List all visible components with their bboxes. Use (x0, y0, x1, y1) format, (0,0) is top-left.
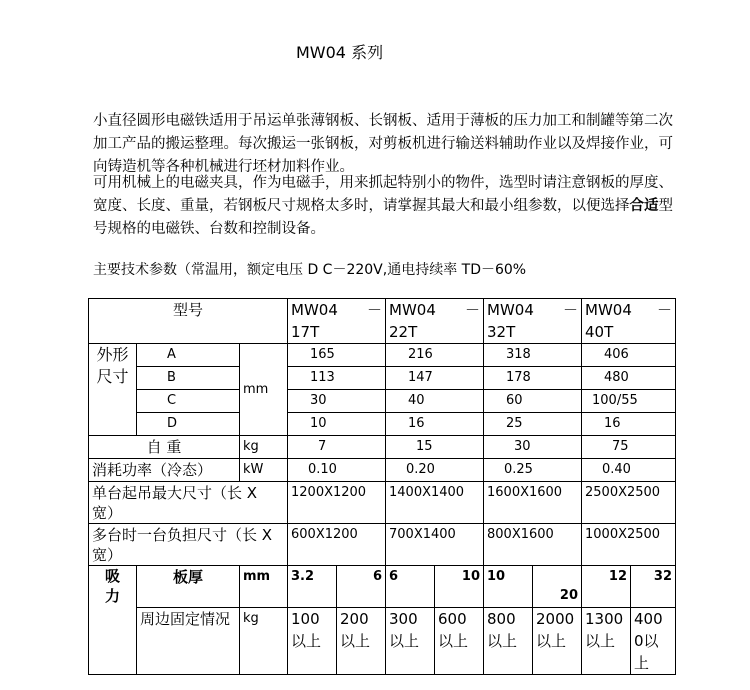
dimension-name: D (137, 413, 240, 436)
dimension-value: 10 (288, 413, 386, 436)
thickness-value: 20 (533, 566, 582, 608)
model-name: MW04 (585, 301, 632, 319)
dimension-label: 外形尺寸 (89, 344, 137, 436)
single-lift-label-line2: 宽） (92, 504, 123, 522)
dimension-value: 40 (386, 390, 484, 413)
model-cell (484, 299, 582, 344)
dimension-value: 165 (288, 344, 386, 367)
thickness-value: 32 (631, 566, 676, 608)
edge-fixed-label: 周边固定情况 (137, 608, 240, 675)
dimension-value: 178 (484, 367, 582, 390)
dimension-row (89, 367, 676, 390)
model-suffix: 40T (585, 323, 614, 341)
selection-text-before: 可用机械上的电磁夹具，作为电磁手，用来抓起特别小的物件，选型时请注意钢板的厚度、宽度、长度、重量，若钢板尺寸规格太多时，请掌握其最大和最小组参数，以便选择 (93, 175, 673, 214)
edge-fixed-row (89, 608, 676, 675)
single-lift-value: 1200X1200 (288, 482, 386, 524)
dimension-name: A (137, 344, 240, 367)
single-lift-label (89, 482, 288, 524)
dimension-value: 16 (582, 413, 676, 436)
power-unit: kW (240, 459, 288, 482)
model-suffix: 17T (291, 323, 320, 341)
edge-fixed-value: 300以上 (386, 608, 435, 675)
selection-paragraph (93, 172, 673, 241)
model-suffix: 32T (487, 323, 516, 341)
model-dash: － (366, 301, 382, 319)
dimension-value: 113 (288, 367, 386, 390)
model-suffix: 22T (389, 323, 418, 341)
dimension-value: 216 (386, 344, 484, 367)
model-row (89, 299, 676, 344)
multi-lift-value: 1000X2500 (582, 524, 676, 566)
params-heading: 主要技术参数（常温用，额定电压 D C－220V,通电持续率 TD－60% (93, 262, 527, 278)
model-cell (582, 299, 676, 344)
spec-table (88, 298, 676, 675)
model-name: MW04 (487, 301, 534, 319)
weight-value: 30 (484, 436, 582, 459)
thickness-value: 6 (386, 566, 435, 608)
edge-fixed-value: 600以上 (435, 608, 484, 675)
multi-lift-row (89, 524, 676, 566)
dimension-row (89, 390, 676, 413)
selection-text-bold: 合适 (629, 198, 659, 214)
dimension-value: 318 (484, 344, 582, 367)
power-value: 0.20 (386, 459, 484, 482)
edge-fixed-unit: kg (240, 608, 288, 675)
multi-lift-label (89, 524, 288, 566)
single-lift-value: 1600X1600 (484, 482, 582, 524)
power-row (89, 459, 676, 482)
edge-fixed-value: 2000以上 (533, 608, 582, 675)
weight-row (89, 436, 676, 459)
power-value: 0.40 (582, 459, 676, 482)
single-lift-value: 1400X1400 (386, 482, 484, 524)
dimension-value: 16 (386, 413, 484, 436)
edge-fixed-value: 4000以上 (631, 608, 676, 675)
thickness-value: 12 (582, 566, 631, 608)
multi-lift-label-line1: 多台时一台负担尺寸（长 X (92, 526, 273, 544)
model-name: MW04 (291, 301, 338, 319)
selection-text-after: 型号规格的电磁铁、台数和控制设备。 (93, 198, 673, 237)
dimension-unit: mm (240, 344, 288, 436)
thickness-value: 6 (337, 566, 386, 608)
weight-unit: kg (240, 436, 288, 459)
thickness-value: 10 (435, 566, 484, 608)
dimension-name: B (137, 367, 240, 390)
weight-label: 自 重 (89, 436, 240, 459)
page-title: MW04 系列 (296, 43, 384, 62)
thickness-row (89, 566, 676, 608)
single-lift-label-line1: 单台起吊最大尺寸（长 X (92, 484, 258, 502)
model-name: MW04 (389, 301, 436, 319)
weight-value: 7 (288, 436, 386, 459)
model-dash: － (464, 301, 480, 319)
dimension-value: 100/55 (582, 390, 676, 413)
dimension-value: 60 (484, 390, 582, 413)
weight-value: 75 (582, 436, 676, 459)
multi-lift-label-line2: 宽） (92, 546, 123, 564)
dimension-value: 25 (484, 413, 582, 436)
power-value: 0.25 (484, 459, 582, 482)
model-cell (386, 299, 484, 344)
single-lift-row (89, 482, 676, 524)
dimension-name: C (137, 390, 240, 413)
dimension-row (89, 344, 676, 367)
thickness-value: 10 (484, 566, 533, 608)
dimension-value: 147 (386, 367, 484, 390)
intro-paragraph: 小直径圆形电磁铁适用于吊运单张薄钢板、长钢板、适用于薄板的压力加工和制罐等第二次加工产品的搬运整理。每次搬运一张钢板，对剪板机进行输送料辅助作业以及焊接作业，可向铸造机等各种机械进行坯材加料作业。 (93, 113, 673, 175)
multi-lift-value: 600X1200 (288, 524, 386, 566)
edge-fixed-value: 200以上 (337, 608, 386, 675)
edge-fixed-value: 100以上 (288, 608, 337, 675)
multi-lift-value: 700X1400 (386, 524, 484, 566)
weight-value: 15 (386, 436, 484, 459)
model-dash: － (562, 301, 578, 319)
multi-lift-value: 800X1600 (484, 524, 582, 566)
model-cell (288, 299, 386, 344)
power-label: 消耗功率（冷态） (89, 459, 240, 482)
suction-label: 吸力 (89, 566, 137, 675)
single-lift-value: 2500X2500 (582, 482, 676, 524)
thickness-value: 3.2 (288, 566, 337, 608)
dimension-value: 30 (288, 390, 386, 413)
thickness-label: 板厚 (137, 566, 240, 608)
edge-fixed-value: 800以上 (484, 608, 533, 675)
dimension-value: 480 (582, 367, 676, 390)
edge-fixed-value: 1300以上 (582, 608, 631, 675)
model-label: 型号 (89, 299, 288, 344)
dimension-row (89, 413, 676, 436)
thickness-unit: mm (240, 566, 288, 608)
model-dash: － (656, 301, 672, 319)
power-value: 0.10 (288, 459, 386, 482)
dimension-value: 406 (582, 344, 676, 367)
